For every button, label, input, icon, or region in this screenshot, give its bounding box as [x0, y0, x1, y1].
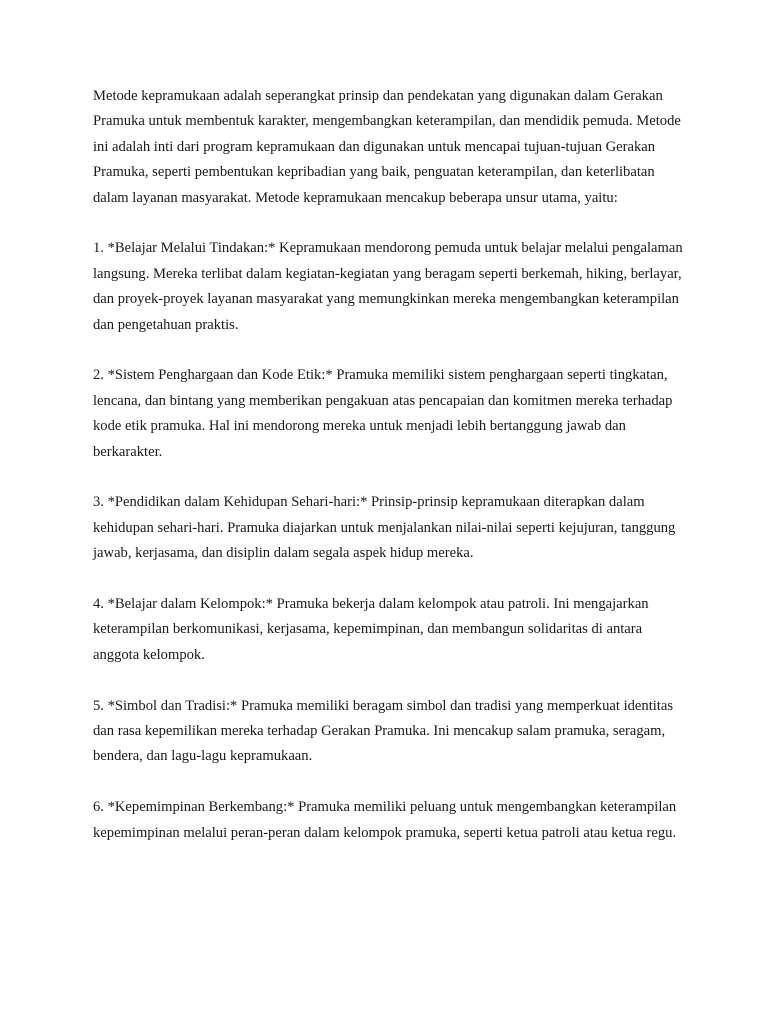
- list-item-1: 1. *Belajar Melalui Tindakan:* Kepramukaan mendorong pemuda untuk belajar melalui pengalaman langsung. Mereka terlibat dalam kegiatan-kegiatan yang beragam seperti berkemah, hiking, berlayar, dan proyek-proyek layanan masyarakat yang memungkinkan mereka mengembangkan keterampilan dan pengetahuan praktis.: [93, 240, 683, 333]
- list-item-5: 5. *Simbol dan Tradisi:* Pramuka memiliki beragam simbol dan tradisi yang memperkuat identitas dan rasa kepemilikan mereka terhadap Gerakan Pramuka. Ini mencakup salam pramuka, seragam, bendera, dan lagu-lagu kepramukaan.: [93, 697, 674, 765]
- list-item-2: 2. *Sistem Penghargaan dan Kode Etik:* Pramuka memiliki sistem penghargaan seperti tingkatan, lencana, dan bintang yang memberikan pengakuan atas pencapaian dan komitmen mereka terhadap kode etik pramuka. Hal ini mendorong mereka untuk menjadi lebih bertanggung jawab dan berkarakter.: [93, 367, 673, 460]
- list-item-6: 6. *Kepemimpinan Berkembang:* Pramuka memiliki peluang untuk mengembangkan keterampilan kepemimpinan melalui peran-peran dalam kelompok pramuka, seperti ketua patroli atau ketua regu.: [93, 799, 677, 841]
- intro-paragraph: Metode kepramukaan adalah seperangkat prinsip dan pendekatan yang digunakan dalam Gerakan Pramuka untuk membentuk karakter, mengembangkan keterampilan, dan mendidik pemuda. Metode ini adalah inti dari program kepramukaan dan digunakan untuk mencapai tujuan-tujuan Gerakan Pramuka, seperti pembentukan kepribadian yang baik, penguatan keterampilan, dan keterlibatan dalam layanan masyarakat. Metode kepramukaan mencakup beberapa unsur utama, yaitu:: [93, 88, 681, 206]
- document-body: [93, 84, 685, 871]
- list-item-4: 4. *Belajar dalam Kelompok:* Pramuka bekerja dalam kelompok atau patroli. Ini mengajarkan keterampilan berkomunikasi, kerjasama, kepemimpinan, dan membangun solidaritas di antara anggota kelompok.: [93, 596, 649, 663]
- list-item-3: 3. *Pendidikan dalam Kehidupan Sehari-hari:* Prinsip-prinsip kepramukaan diterapkan dalam kehidupan sehari-hari. Pramuka diajarkan untuk menjalankan nilai-nilai seperti kejujuran, tanggung jawab, kerjasama, dan disiplin dalam segala aspek hidup mereka.: [93, 494, 676, 562]
